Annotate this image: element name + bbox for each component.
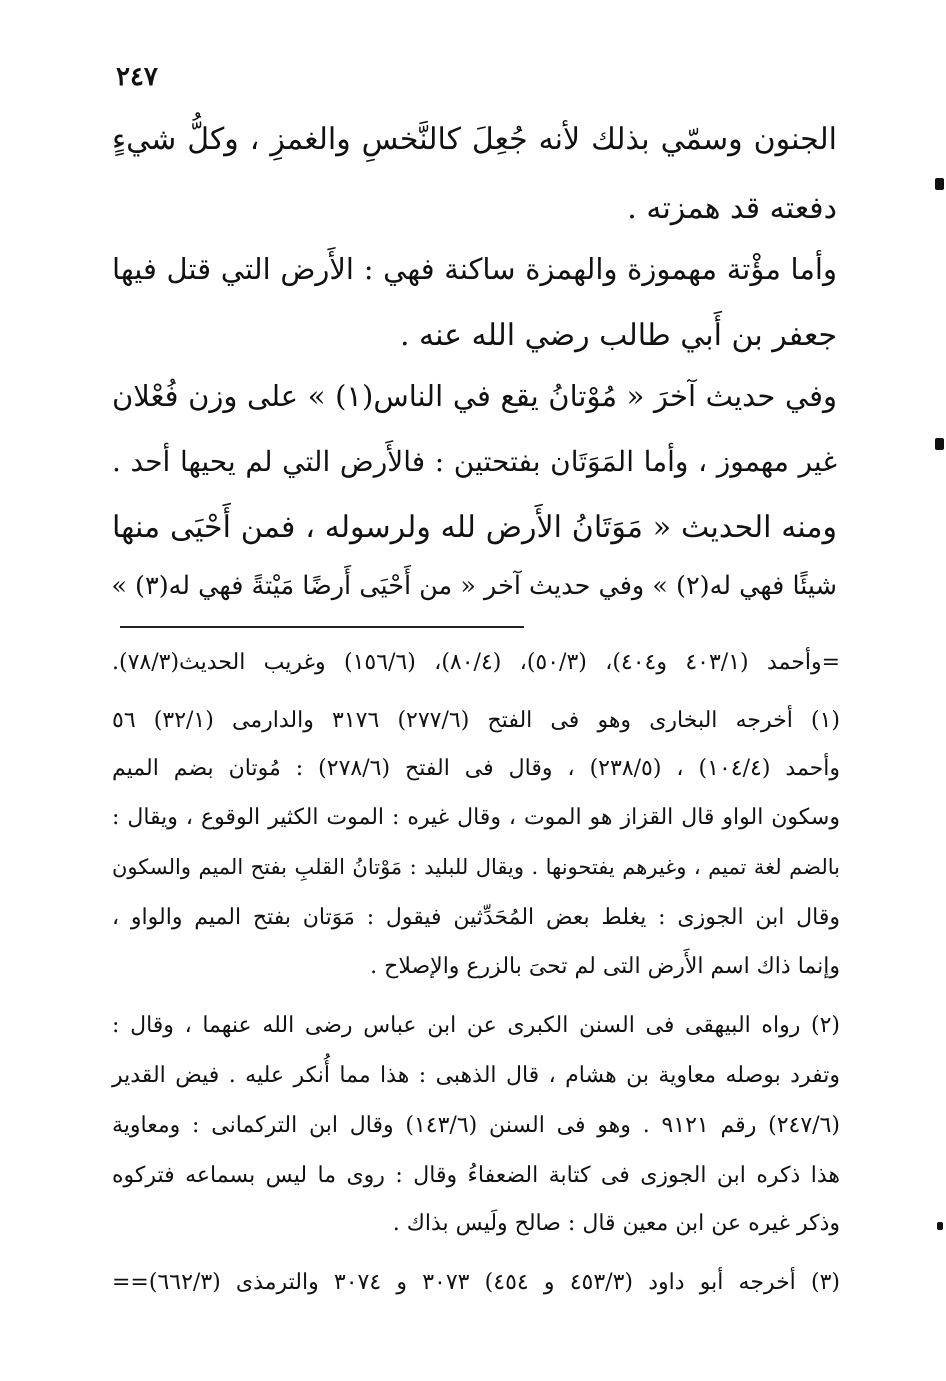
footnote-line: وسكون الواو قال القزاز هو الموت ، وقال غيره : الموت الكثير الوقوع ، ويقال : <box>112 805 840 830</box>
footnote-line: =وأحمد (٤٠٣/١ و٤٠٤)، (٥٠/٣)، (٨٠/٤)، (١٥٦/٦) وغريب الحديث(٧٨/٣). <box>112 650 841 675</box>
body-line: غير مهموز ، وأما المَوَتَان بفتحتين : فالأَرض التي لم يحيها أحد . <box>112 445 837 478</box>
body-line: وأما مؤْتة مهموزة والهمزة ساكنة فهي : الأَرض التي قتل فيها <box>112 252 837 286</box>
body-line: دفعته قد همزته . <box>627 191 837 226</box>
page-number: ٢٤٧ <box>116 62 158 92</box>
margin-mark <box>935 178 944 190</box>
body-line: شيئًا فهي له(٢) » وفي حديث آخر « من أَحْيَى أَرضًا مَيْتةً فهي له(٣) » <box>111 571 837 601</box>
footnote-line: (٣) أخرجه أبو داود (٤٥٣/٣ و ٤٥٤) ٣٠٧٣ و ٣٠٧٤ والترمذى (٦٦٢/٣)== <box>112 1270 840 1295</box>
footnote-line: وإنما ذاك اسم الأَرض التى لم تحىَ بالزرع والإصلاح . <box>370 954 840 979</box>
footnote-line: وأحمد (١٠٤/٤) ، (٢٣٨/٥) ، وقال فى الفتح (٢٧٨/٦) : مُوتان بضم الميم <box>112 756 840 781</box>
footnote-line: وتفرد بوصله معاوية بن هشام ، قال الذهبى : هذا مما أُنكر عليه . فيض القدير <box>112 1063 840 1088</box>
footnote-line: هذا ذكره ابن الجوزى فى كتابة الضعفاءُ وقال : روى ما ليس بسماعه فتركوه <box>112 1163 840 1188</box>
margin-mark <box>937 1222 943 1230</box>
footnote-separator <box>120 626 524 628</box>
body-line: وفي حديث آخرَ « مُوْتانُ يقع في الناس(١) » على وزن فُعْلان <box>112 379 837 413</box>
body-line: جعفر بن أَبي طالب رضي الله عنه . <box>399 318 837 353</box>
footnote-line: (٢٤٧/٦) رقم ٩١٢١ . وهو فى السنن (١٤٣/٦) وقال ابن التركمانى : ومعاوية <box>112 1113 840 1138</box>
footnote-line: (٢) رواه البيهقى فى السنن الكبرى عن ابن عباس رضى الله عنهما ، وقال : <box>112 1013 840 1038</box>
footnote-line: بالضم لغة تميم ، وغيرهم يفتحونها . ويقال للبليد : مَوْتانُ القلبِ بفتح الميم والسكون <box>112 855 840 879</box>
footnote-line: وذكر غيره عن ابن معين قال : صالح ولَيس بذاك . <box>392 1211 840 1236</box>
footnote-line: وقال ابن الجوزى : يغلط بعض المُحَدِّثين فيقول : مَوَتان بفتح الميم والواو ، <box>112 905 840 930</box>
body-line: الجنون وسمّي بذلك لأنه جُعِلَ كالنَّخسِ والغمزِ ، وكلُّ شيءٍ <box>112 122 837 157</box>
body-line: ومنه الحديث « مَوَتَانُ الأَرض لله ولرسوله ، فمن أَحْيَى منها <box>112 510 837 545</box>
footnote-line: (١) أخرجه البخارى وهو فى الفتح (٢٧٧/٦) ٣١٧٦ والدارمى (٣٢/١) ٥٦ <box>112 708 840 733</box>
margin-mark <box>935 438 944 450</box>
